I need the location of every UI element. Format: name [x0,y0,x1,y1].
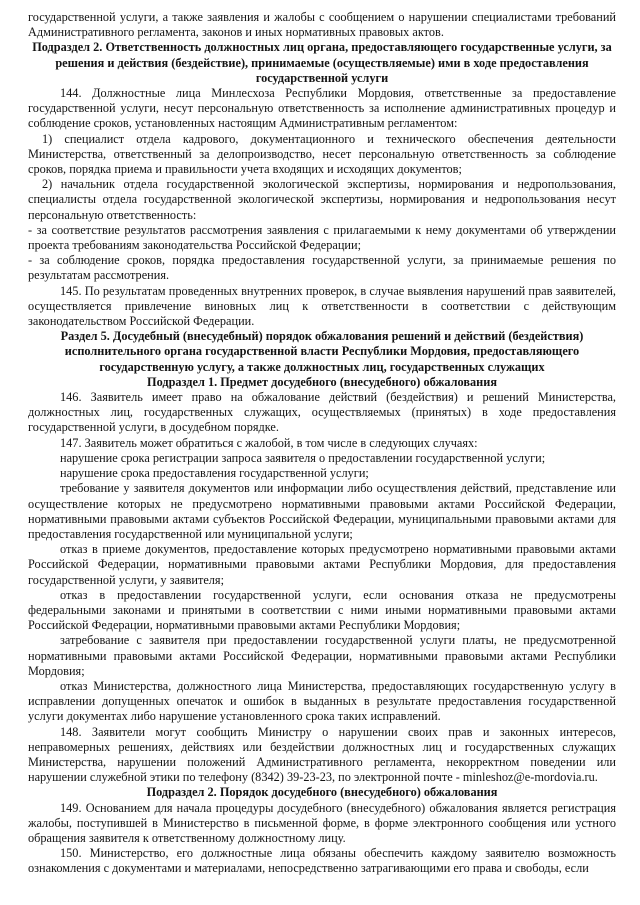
paragraph: требование у заявителя документов или информации либо осуществления действий, представление или осуществление которых не предусмотрено нормативными правовыми актами Российской Федерации, нормативными правовыми актами субъектов Российской Федерации, муниципальными правовыми актами для предоставления государственной или муниципальной услуги; [28,481,616,541]
paragraph: отказ в предоставлении государственной услуги, если основания отказа не предусмотрены федеральными законами и принятыми в соответствии с ними иными нормативными правовыми актами Российской Федерации, нормативными правовыми актами Республики Мордовия; [28,587,616,633]
paragraph: 1) специалист отдела кадрового, документационного и технического обеспечения деятельности Министерства, ответственный за делопроизводство, несет персональную ответственность за соблюдение сроков, порядка приема и правильности учета входящих и исходящих документов; [28,131,616,177]
paragraph: 148. Заявители могут сообщить Министру о нарушении своих прав и законных интересов, неправомерных решениях, действиях или бездействии должностных лиц и государственных служащих Министерства, нарушении положений Административного регламента, некорректном поведении или нарушении служебной этики по телефону (8342) 39-23-23, по электронной почте - minleshoz@e-mordovia.ru. [28,724,616,785]
paragraph: - за соответствие результатов рассмотрения заявления с прилагаемыми к нему документами об утверждении проекта требованиям законодательства Российской Федерации; [28,222,616,253]
paragraph: 149. Основанием для начала процедуры досудебного (внесудебного) обжалования является регистрация жалобы, поступившей в Министерство в письменной форме, в форме электронного сообщения или устного обращения заявителя к ответственному должностному лицу. [28,800,616,845]
paragraph: отказ Министерства, должностного лица Министерства, предоставляющих государственную услугу в исправлении допущенных опечаток и ошибок в выданных в результате предоставления государственной услуги документах либо нарушение установленного срока таких исправлений. [28,678,616,724]
paragraph: государственной услуги, а также заявления и жалобы с сообщением о нарушении специалистами требований Административного регламента, законов и иных нормативных правовых актов. [28,10,616,40]
paragraph: отказ в приеме документов, предоставление которых предусмотрено нормативными правовыми актами Российской Федерации, нормативными правовыми актами Республики Мордовия, для предоставления государственной услуги, у заявителя; [28,542,616,587]
section-heading: Подраздел 2. Ответственность должностных лиц органа, предоставляющего государственные услуги, за решения и действия (бездействие), принимаемые (осуществляемые) ими в ходе предоставления государственной услуги [32,40,612,85]
section-heading: Подраздел 2. Порядок досудебного (внесудебного) обжалования [146,785,498,800]
paragraph: нарушение срока регистрации запроса заявителя о предоставлении государственной услуги; [60,450,546,465]
paragraph: 146. Заявитель имеет право на обжалование действий (бездействия) и решений Министерства, должностных лиц, государственных служащих, осуществляемых (принятых) в ходе предоставления государственной услуги, в досудебном порядке. [28,390,616,435]
paragraph: 2) начальник отдела государственной экологической экспертизы, нормирования и недропользования, специалисты отдела государственной экологической экспертизы, нормирования и недропользования несут персональную ответственность: [28,177,616,222]
section-heading: Подраздел 1. Предмет досудебного (внесудебного) обжалования [147,374,497,389]
paragraph: - за соблюдение сроков, порядка предоставления государственной услуги, за принимаемые решения по результатам рассмотрения. [28,253,616,283]
paragraph: 144. Должностные лица Минлесхоза Республики Мордовия, ответственные за предоставление государственной услуги, несут персональную ответственность за исполнение административных процедур и соблюдение сроков, установленных настоящим Административным регламентом: [28,86,616,131]
paragraph: 150. Министерство, его должностные лица обязаны обеспечить каждому заявителю возможность ознакомления с документами и материалами, непосредственно затрагивающими его права и свободы, если [28,846,616,876]
paragraph: 147. Заявитель может обратиться с жалобой, в том числе в следующих случаях: [60,435,478,450]
paragraph: 145. По результатам проведенных внутренних проверок, в случае выявления нарушений прав заявителей, осуществляется привлечение виновных лиц к ответственности в соответствии с действующим законодательством Российской Федерации. [28,283,616,329]
section-heading: Раздел 5. Досудебный (внесудебный) порядок обжалования решений и действий (бездействия) исполнительного органа государственной власти Республики Мордовия, предоставляющего государственную услугу, а также должностных лиц, государственных служащих [60,329,584,374]
paragraph: затребование с заявителя при предоставлении государственной услуги платы, не предусмотренной нормативными правовыми актами Российской Федерации, нормативными правовыми актами Республики Мордовия; [28,633,616,678]
paragraph: нарушение срока предоставления государственной услуги; [60,466,369,481]
